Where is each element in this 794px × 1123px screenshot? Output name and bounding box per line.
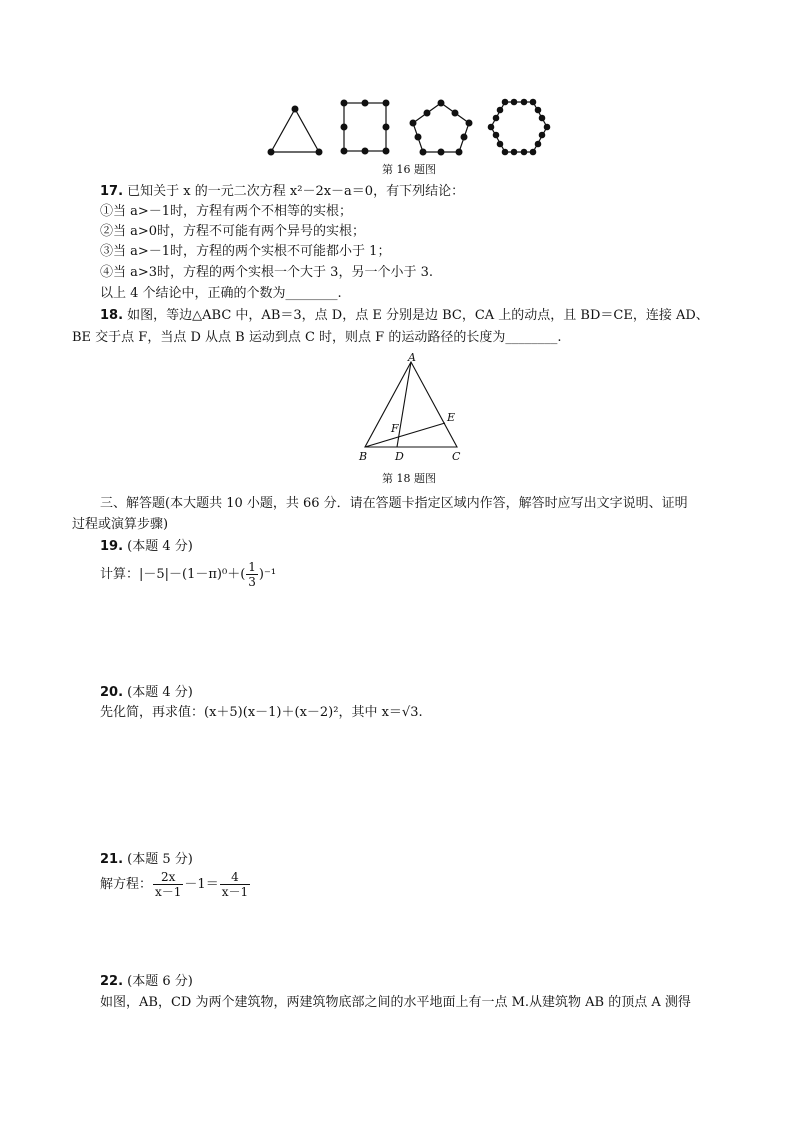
label-e: E: [447, 411, 456, 424]
q17-item-4: ④当 a>3时，方程的两个实根一个大于 3，另一个小于 3.: [100, 265, 433, 280]
pentagon-dots: [410, 100, 472, 155]
q20-number: 20.: [100, 685, 124, 700]
figure-16-caption: 第 16 题图: [382, 163, 436, 176]
q20-header: [100, 683, 193, 702]
q21-f2-den: x－1: [221, 885, 249, 899]
q17-stem: [100, 182, 464, 201]
q21-equation: [100, 870, 251, 899]
q19-suffix: )⁻¹: [258, 567, 277, 582]
segment-be: [365, 423, 445, 447]
figure-18-caption: 第 18 题图: [382, 472, 436, 485]
q22-score: (本题 6 分): [127, 974, 193, 989]
q19-expression: [100, 560, 276, 589]
section-3-heading-line-1: 三、解答题(本大题共 10 小题，共 66 分．请在答题卡指定区域内作答，解答时应写出文字说明、证明: [100, 496, 688, 511]
q21-prefix: 解方程：: [100, 877, 153, 892]
q18-line-1-text: 如图，等边△ABC 中，AB＝3，点 D，点 E 分别是边 BC，CA 上的动点，且 BD＝CE，连接 AD、: [127, 308, 709, 323]
q21-mid: －1＝: [184, 877, 219, 892]
q22-header: [100, 972, 193, 991]
label-f: F: [391, 422, 399, 435]
q20-score: (本题 4 分): [127, 685, 193, 700]
q21-f1-num: 2x: [153, 870, 183, 885]
q19-fraction: [246, 560, 258, 589]
q17-number: 17.: [100, 184, 124, 199]
q21-header: [100, 850, 193, 869]
q19-frac-den: 3: [248, 575, 256, 589]
figure-16: [260, 95, 560, 159]
q21-fraction-left: [153, 870, 183, 899]
q18-number: 18.: [100, 308, 124, 323]
q22-text: 如图，AB，CD 为两个建筑物，两建筑物底部之间的水平地面上有一点 M.从建筑物 AB 的顶点 A 测得: [100, 995, 691, 1010]
q21-number: 21.: [100, 852, 124, 867]
q17-stem-text: 已知关于 x 的一元二次方程 x²－2x－a＝0，有下列结论：: [127, 184, 465, 199]
q18-line-1: [100, 306, 709, 325]
q21-fraction-right: [220, 870, 250, 899]
label-b: B: [359, 450, 368, 463]
q19-frac-num: 1: [248, 560, 256, 574]
q18-line-2: BE 交于点 F，当点 D 从点 B 运动到点 C 时，则点 F 的运动路径的长度为________.: [72, 330, 562, 345]
q17-item-2: ②当 a>0时，方程不可能有两个异号的实根；: [100, 224, 366, 239]
q17-item-1: ①当 a>－1时，方程有两个不相等的实根；: [100, 204, 353, 219]
q17-conclusion: 以上 4 个结论中，正确的个数为________.: [100, 286, 342, 301]
triangle-abc: [365, 362, 457, 447]
q20-text: 先化简，再求值：(x＋5)(x－1)＋(x－2)²，其中 x＝√3.: [100, 705, 423, 720]
q19-number: 19.: [100, 539, 124, 554]
q19-header: [100, 537, 193, 556]
label-a: A: [408, 352, 416, 364]
label-d: D: [395, 450, 404, 463]
q21-score: (本题 5 分): [127, 852, 193, 867]
q19-score: (本题 4 分): [127, 539, 193, 554]
q17-item-3: ③当 a>－1时，方程的两个实根不可能都小于 1；: [100, 244, 391, 259]
q19-prefix: 计算：|－5|－(1－π)⁰＋(: [100, 567, 246, 582]
q21-f1-den: x－1: [155, 885, 182, 899]
label-c: C: [452, 450, 461, 463]
q22-number: 22.: [100, 974, 124, 989]
triangle-dots: [268, 106, 322, 155]
square-dots: [341, 100, 389, 154]
hexagon-dots: [488, 99, 550, 155]
section-3-heading-line-2: 过程或演算步骤): [72, 517, 169, 532]
q21-f2-num: 4: [220, 870, 250, 885]
figure-18: [355, 352, 470, 464]
